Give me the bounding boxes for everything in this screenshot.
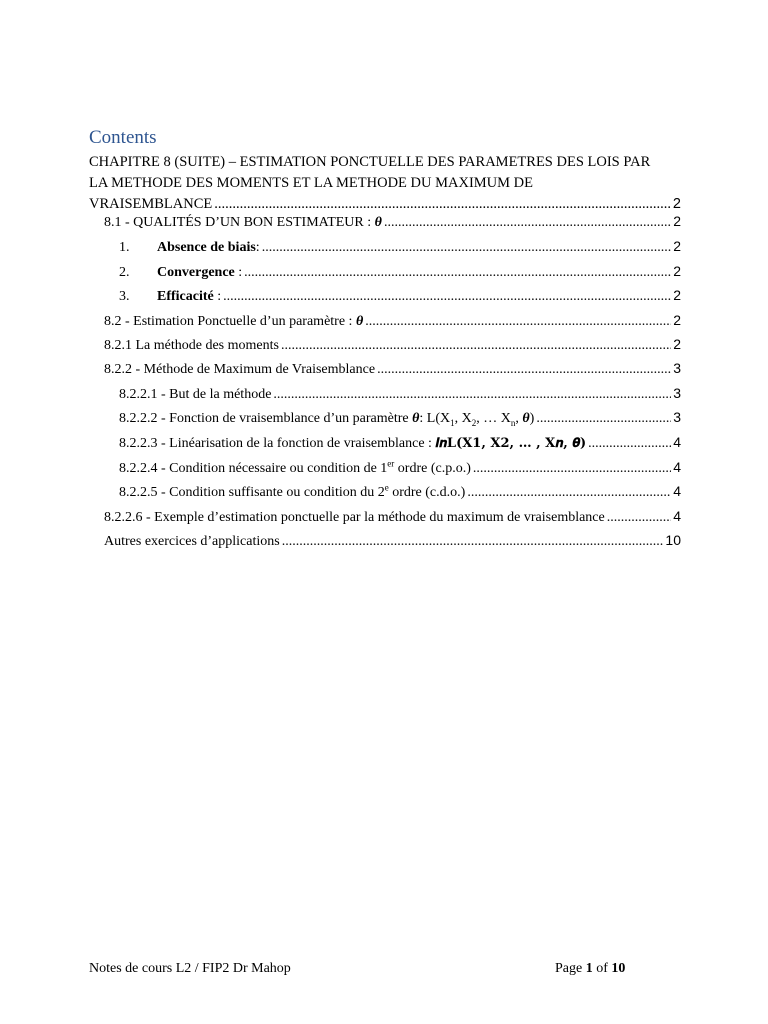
toc-entry-8-2-2-1[interactable]	[119, 385, 681, 403]
toc-entry-label: 8.2.2.4 - Condition nécessaire ou condition de 1er ordre (c.p.o.)	[119, 458, 471, 476]
page-number: 3	[673, 360, 681, 376]
footer-course-notes: Notes de cours L2 / FIP2 Dr Mahop	[89, 961, 291, 976]
page-number: 2	[673, 287, 681, 303]
leader-dots	[467, 485, 671, 501]
toc-entry-8-1-3[interactable]	[119, 287, 681, 305]
toc-entry-label: 8.2.2.1 - But de la méthode	[119, 387, 272, 402]
leader-dots	[223, 289, 671, 305]
toc-entry-8-2-2-4[interactable]	[119, 459, 681, 477]
page-number: 2	[673, 213, 681, 229]
leader-dots	[214, 194, 671, 215]
leader-dots	[365, 314, 671, 330]
toc-entry-8-2-2-2[interactable]	[119, 409, 681, 427]
theta-symbol: θ	[522, 411, 530, 426]
leader-dots	[262, 240, 672, 256]
page-number: 4	[673, 459, 681, 475]
page-number: 3	[673, 385, 681, 401]
chapter-title-line-3	[89, 194, 681, 215]
toc-entry-autres-exercices[interactable]	[104, 532, 681, 550]
theta-symbol: θ	[412, 411, 420, 426]
chapter-title-line-2: LA METHODE DES MOMENTS ET LA METHODE DU MAXIMUM DE	[89, 175, 533, 191]
page-number: 4	[673, 434, 681, 450]
footer-page-indicator: Page 1 of 10	[555, 961, 626, 976]
toc-entry-label: 8.1 - QUALITÉS D’UN BON ESTIMATEUR : θ	[104, 215, 382, 230]
leader-dots	[281, 338, 671, 354]
leader-dots	[244, 265, 671, 281]
toc-entry-8-1-1[interactable]	[119, 238, 681, 256]
page-number: 2	[673, 312, 681, 328]
page-number: 2	[673, 238, 681, 254]
toc-entry-8-2-1[interactable]	[104, 336, 681, 354]
toc-entry-label: 8.2 - Estimation Ponctuelle d’un paramètre : θ	[104, 314, 364, 329]
toc-entry-label: Autres exercices d’applications	[104, 534, 280, 549]
toc-entry-label: 8.2.2.3 - Linéarisation de la fonction de vraisemblance : 𝒍𝒏𝐋(𝐗𝟏, 𝐗𝟐, … , 𝐗𝒏, 𝜽)	[119, 436, 587, 451]
toc-entry-label: 1. Absence de biais:	[119, 240, 260, 255]
page-number: 3	[673, 409, 681, 425]
toc-entry-8-2-2[interactable]	[104, 360, 681, 378]
page-number: 10	[665, 532, 681, 548]
toc-entry-8-1-2[interactable]	[119, 263, 681, 281]
leader-dots	[607, 510, 671, 526]
toc-entry-label: 3. Efficacité :	[119, 289, 222, 304]
toc-entry-8-2[interactable]	[104, 312, 681, 330]
toc-title: Contents	[89, 127, 157, 148]
toc-entry-label: 8.2.2.5 - Condition suffisante ou condition du 2e ordre (c.d.o.)	[119, 482, 466, 500]
toc-entry-label: 8.2.1 La méthode des moments	[104, 338, 279, 353]
current-page-number: 1	[585, 961, 593, 976]
leader-dots	[536, 411, 671, 427]
toc-entry-label: 8.2.2.6 - Exemple d’estimation ponctuelle par la méthode du maximum de vraisemblance	[104, 510, 605, 525]
toc-entry-8-2-2-3[interactable]	[119, 434, 681, 452]
toc-entry-8-2-2-5[interactable]	[119, 483, 681, 501]
leader-dots	[282, 534, 664, 550]
toc-entry-label: 8.2.2 - Méthode de Maximum de Vraisemblance	[104, 362, 376, 377]
page-number: 2	[672, 196, 681, 212]
toc-entry-chapter-8[interactable]	[89, 152, 681, 215]
theta-symbol: θ	[374, 215, 382, 230]
page-number: 4	[673, 508, 681, 524]
leader-dots	[273, 387, 671, 403]
leader-dots	[473, 461, 671, 477]
toc-entry-8-2-2-6[interactable]	[104, 508, 681, 526]
log-likelihood-formula: 𝒍𝒏𝐋(𝐗𝟏, 𝐗𝟐, … , 𝐗𝒏, 𝜽)	[435, 436, 587, 451]
page-number: 4	[673, 483, 681, 499]
leader-dots	[588, 436, 671, 452]
page-number: 2	[673, 336, 681, 352]
theta-symbol: θ	[355, 314, 364, 329]
page-number: 2	[673, 263, 681, 279]
toc-entry-8-1[interactable]	[104, 213, 681, 231]
chapter-title-line-1: CHAPITRE 8 (SUITE) – ESTIMATION PONCTUELLE DES PARAMETRES DES LOIS PAR	[89, 154, 651, 170]
toc-entry-label: 2. Convergence :	[119, 265, 243, 280]
leader-dots	[384, 215, 671, 231]
chapter-title-last-word: VRAISEMBLANCE	[89, 196, 213, 212]
toc-entry-label: 8.2.2.2 - Fonction de vraisemblance d’un paramètre θ: $L(X_1$, $X_2$, … $X_n$, θ)	[119, 411, 535, 428]
leader-dots	[377, 362, 671, 378]
total-page-count: 10	[611, 961, 626, 976]
